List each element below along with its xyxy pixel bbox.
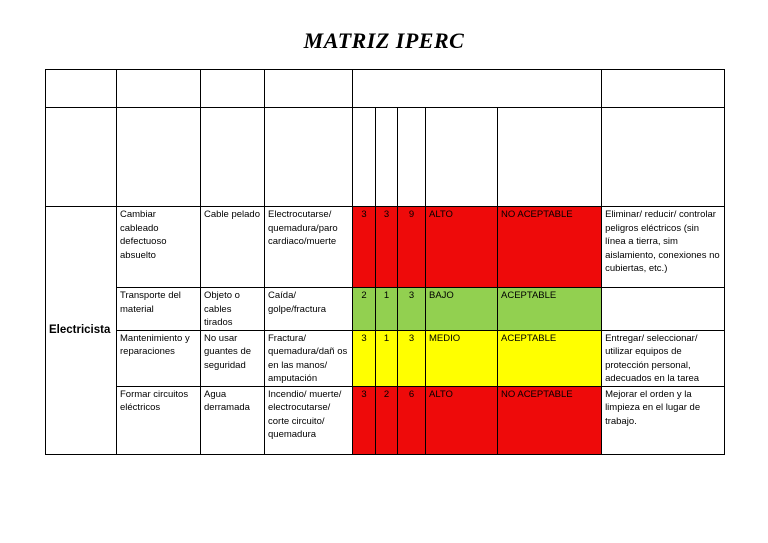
risk-cell: Fractura/ quemadura/dañ os en las manos/ amputación [265, 330, 353, 386]
score-cell: 3 [398, 330, 426, 386]
header-row-1 [46, 70, 725, 108]
activity-cell: Cambiar cableado defectuoso absuelto [117, 207, 201, 288]
header-cell [201, 70, 265, 108]
hazard-cell: No usar guantes de seguridad [201, 330, 265, 386]
probability-cell: 2 [353, 288, 376, 331]
header-cell [46, 70, 117, 108]
hazard-cell: Objeto o cables tirados [201, 288, 265, 331]
risk-cell: Caída/ golpe/fractura [265, 288, 353, 331]
hazard-cell: Cable pelado [201, 207, 265, 288]
risk-level-cell: BAJO [426, 288, 498, 331]
table-row [46, 207, 725, 288]
activity-cell: Mantenimiento y reparaciones [117, 330, 201, 386]
header-cell [602, 70, 725, 108]
acceptability-cell: ACEPTABLE [498, 330, 602, 386]
header-cell [498, 108, 602, 207]
header-row-2 [46, 108, 725, 207]
hazard-cell: Agua derramada [201, 386, 265, 454]
acceptability-cell: ACEPTABLE [498, 288, 602, 331]
acceptability-cell: NO ACEPTABLE [498, 386, 602, 454]
header-cell [265, 108, 353, 207]
acceptability-cell: NO ACEPTABLE [498, 207, 602, 288]
severity-cell: 1 [376, 330, 398, 386]
probability-cell: 3 [353, 386, 376, 454]
header-cell [265, 70, 353, 108]
activity-cell: Formar circuitos eléctricos [117, 386, 201, 454]
score-cell: 3 [398, 288, 426, 331]
document-title: MATRIZ IPERC [303, 28, 465, 53]
severity-cell: 1 [376, 288, 398, 331]
risk-level-cell: MEDIO [426, 330, 498, 386]
severity-cell: 2 [376, 386, 398, 454]
header-cell [46, 108, 117, 207]
control-measure-cell: Mejorar el orden y la limpieza en el lugar de trabajo. [602, 386, 725, 454]
probability-cell: 3 [353, 330, 376, 386]
risk-level-cell: ALTO [426, 207, 498, 288]
header-cell [398, 108, 426, 207]
header-cell [117, 70, 201, 108]
risk-cell: Electrocutarse/ quemadura/paro cardiaco/muerte [265, 207, 353, 288]
header-cell [602, 108, 725, 207]
section-label: Electricista [46, 207, 117, 455]
control-measure-cell [602, 288, 725, 331]
control-measure-cell: Eliminar/ reducir/ controlar peligros eléctricos (sin línea a tierra, sim aislamiento, conexiones no cubiertas, etc.) [602, 207, 725, 288]
severity-cell: 3 [376, 207, 398, 288]
header-cell-evaluation [353, 70, 602, 108]
header-cell [201, 108, 265, 207]
score-cell: 9 [398, 207, 426, 288]
table-row [46, 386, 725, 454]
table-row [46, 288, 725, 331]
score-cell: 6 [398, 386, 426, 454]
risk-level-cell: ALTO [426, 386, 498, 454]
probability-cell: 3 [353, 207, 376, 288]
control-measure-cell: Entregar/ seleccionar/ utilizar equipos de protección personal, adecuados en la tarea [602, 330, 725, 386]
header-cell [426, 108, 498, 207]
header-cell [117, 108, 201, 207]
table-row [46, 330, 725, 386]
iperc-matrix-table [45, 69, 725, 455]
header-cell [376, 108, 398, 207]
risk-cell: Incendio/ muerte/ electrocutarse/ corte circuito/ quemadura [265, 386, 353, 454]
header-cell [353, 108, 376, 207]
activity-cell: Transporte del material [117, 288, 201, 331]
